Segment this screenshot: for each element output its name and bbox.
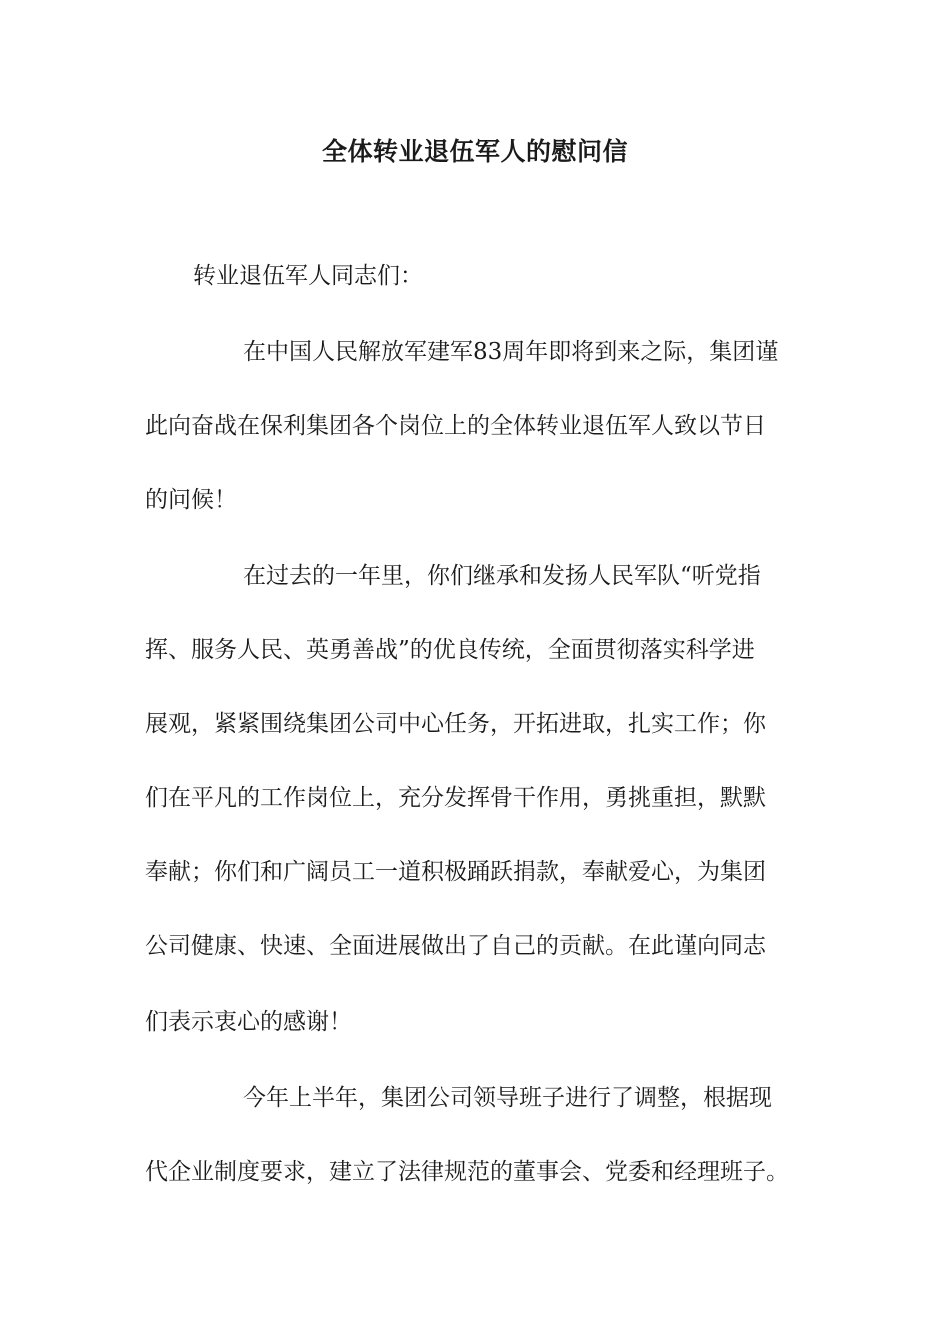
- salutation: 转业退伍军人同志们：: [193, 263, 423, 289]
- paragraph-3-line-2: 代企业制度要求，建立了法律规范的董事会、党委和经理班子。: [145, 1159, 789, 1185]
- paragraph-2-line-7: 们表示衷心的感谢！: [145, 1009, 352, 1035]
- paragraph-1-line-2: 此向奋战在保利集团各个岗位上的全体转业退伍军人致以节日: [145, 413, 766, 439]
- document-title: 全体转业退伍军人的慰问信: [321, 137, 628, 166]
- paragraph-2-line-5: 奉献；你们和广阔员工一道积极踊跃捐款，奉献爱心，为集团: [145, 859, 766, 885]
- paragraph-2-line-4: 们在平凡的工作岗位上，充分发挥骨干作用，勇挑重担，默默: [145, 785, 766, 811]
- paragraph-1-line-3: 的问候！: [145, 487, 237, 513]
- paragraph-2-line-6: 公司健康、快速、全面进展做出了自己的贡献。在此谨向同志: [145, 933, 766, 959]
- paragraph-3-line-1: 今年上半年，集团公司领导班子进行了调整，根据现: [243, 1085, 772, 1111]
- paragraph-2-line-3: 展观，紧紧围绕集团公司中心任务，开拓进取，扎实工作；你: [145, 711, 766, 737]
- paragraph-1-line-1: 在中国人民解放军建军83周年即将到来之际，集团谨: [243, 339, 779, 365]
- paragraph-2-line-1: 在过去的一年里，你们继承和发扬人民军队“听党指: [243, 563, 761, 589]
- paragraph-2-line-2: 挥、服务人民、英勇善战”的优良传统，全面贯彻落实科学进: [145, 637, 755, 663]
